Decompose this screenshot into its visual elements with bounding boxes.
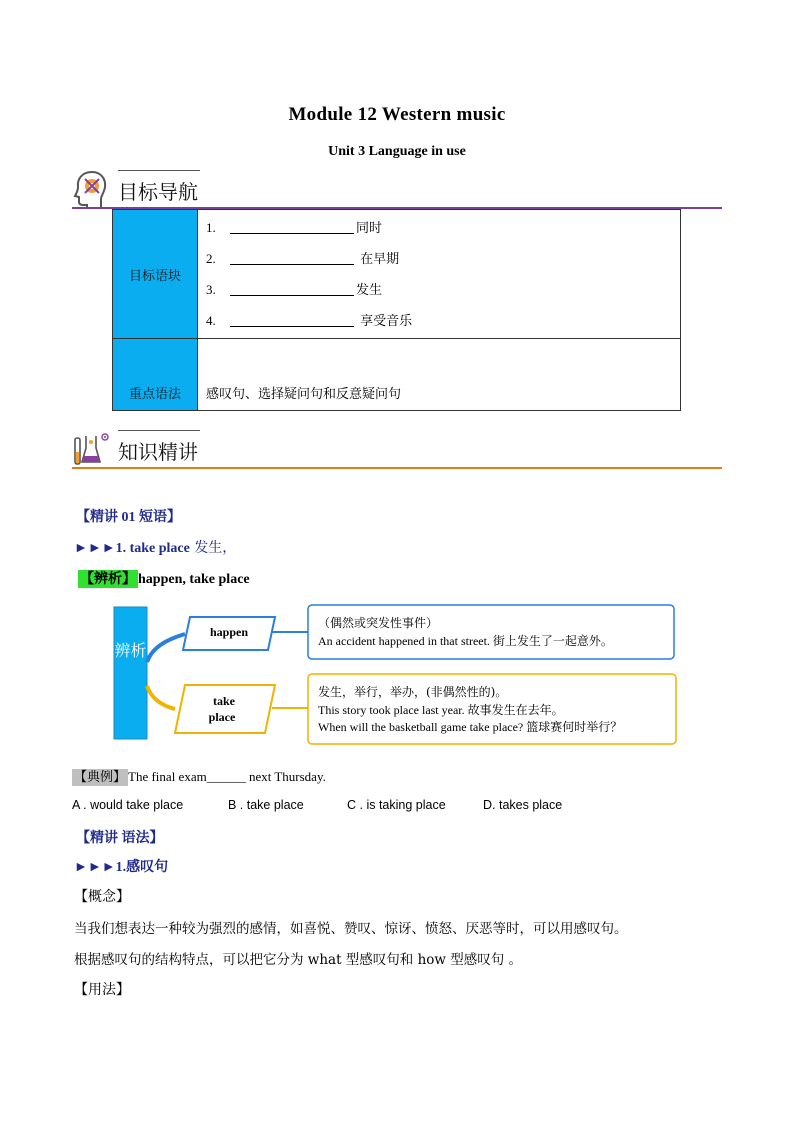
- option-c[interactable]: C . is taking place: [347, 798, 446, 812]
- goal-label: 目标语块: [128, 268, 181, 284]
- grammar-text: 感叹句、选择疑问句和反意疑问句: [206, 387, 402, 402]
- option-a[interactable]: A . would take place: [72, 798, 184, 812]
- concept-heading: 【概念】: [74, 889, 130, 905]
- center-label: 辨析: [114, 641, 147, 660]
- lecture-heading-grammar: 【精讲 语法】: [76, 831, 164, 846]
- note2-line3: When will the basketball game take place? 篮球赛何时举行？: [318, 720, 623, 734]
- grammar-point-text: 1.感叹句: [115, 860, 169, 875]
- example-tag: 【典例】: [74, 770, 127, 785]
- options-row: [0, 798, 794, 816]
- usage-heading: 【用法】: [74, 982, 130, 998]
- phrase-text: 1. take place: [115, 541, 190, 556]
- page-title: Module 12 Western music: [288, 104, 506, 125]
- section-title: 知识精讲: [118, 440, 198, 464]
- phrase-cn: 发生，: [189, 540, 237, 556]
- arrows-icon: ►►►: [74, 860, 116, 875]
- note2-line2: This story took place last year. 故事发生在去年。: [318, 703, 564, 717]
- take-label: take: [213, 694, 235, 708]
- page-subtitle: Unit 3 Language in use: [328, 144, 466, 159]
- concept-line1: 当我们想表达一种较为强烈的感情，如喜悦、赞叹、惊讶、愤怒、厌恶等时，可以用感叹句。: [74, 921, 628, 937]
- note2-line1: 发生，举行，举办，(非偶然性的)。: [318, 685, 508, 699]
- goal-item: 3. 发生: [206, 282, 383, 298]
- note1-line1: （偶然或突发性事件）: [318, 616, 439, 630]
- goal-item: 1. 同时: [206, 220, 383, 236]
- grammar-point-line: [74, 856, 168, 876]
- happen-label: happen: [209, 625, 249, 639]
- analysis-text: happen, take place: [138, 572, 250, 587]
- lecture-heading: 【精讲 01 短语】: [76, 510, 181, 525]
- branch-top: [147, 634, 185, 662]
- goal-item: 2. 在早期: [206, 251, 400, 267]
- option-b[interactable]: B . take place: [228, 798, 304, 812]
- grammar-label: 重点语法: [128, 387, 181, 402]
- example-line: [72, 766, 326, 785]
- analysis-tag: 【辨析】: [80, 571, 136, 587]
- take-place-box: [175, 685, 275, 733]
- branch-bottom: [147, 686, 175, 709]
- arrows-icon: ►►►: [74, 541, 116, 556]
- center-box: [114, 607, 147, 739]
- note1-line2: An accident happened in that street. 街上发生了一起意外。: [318, 634, 613, 648]
- goal-item: 4. 享受音乐: [206, 313, 413, 329]
- concept-line2: 根据感叹句的结构特点，可以把它分为 what 型感叹句和 how 型感叹句 。: [74, 952, 523, 968]
- section-title: 目标导航: [118, 180, 198, 204]
- place-label: place: [208, 710, 236, 724]
- example-text: The final exam______ next Thursday.: [128, 769, 326, 784]
- option-d[interactable]: D. takes place: [483, 798, 563, 812]
